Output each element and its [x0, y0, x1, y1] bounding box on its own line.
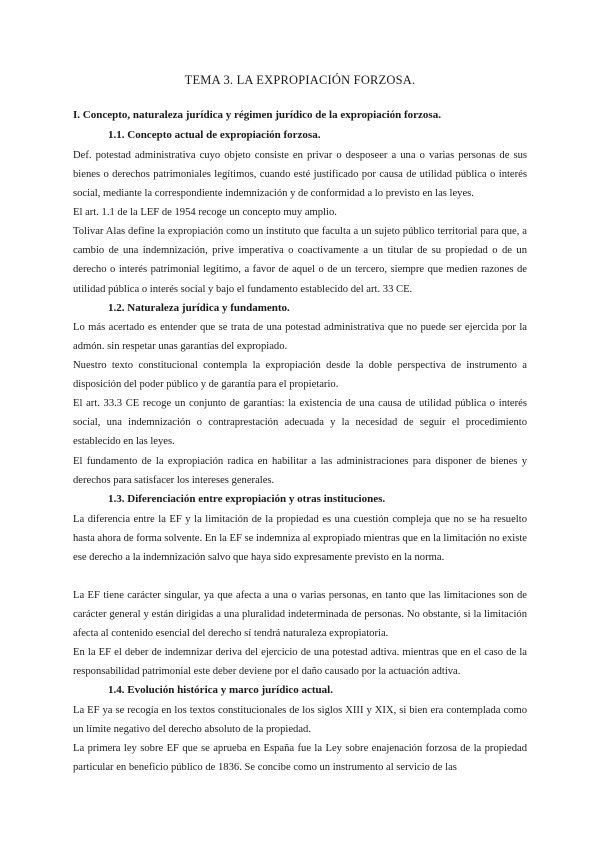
subsection-heading-1-1: 1.1. Concepto actual de expropiación forzosa. — [108, 129, 321, 141]
subsection-heading-1-3: 1.3. Diferenciación entre expropiación y otras instituciones. — [108, 493, 386, 505]
paragraph: Lo más acertado es entender que se trata de una potestad administrativa que no puede ser ejercida por la admón. sin respetar unas garantías del expropiado. — [73, 322, 527, 353]
section-heading-1: I. Concepto, naturaleza jurídica y régimen jurídico de la expropiación forzosa. — [73, 109, 441, 121]
paragraph: La primera ley sobre EF que se aprueba en España fue la Ley sobre enajenación forzosa de la propiedad particular en beneficio público de 1836. Se concibe como un instrumento al servicio de las — [73, 743, 527, 774]
page-title: TEMA 3. LA EXPROPIACIÓN FORZOSA. — [184, 73, 416, 87]
paragraph: En la EF el deber de indemnizar deriva del ejercicio de una potestad adtiva. mientras que en el caso de la responsabilidad patrimonial este deber deviene por el daño causado por la actuación adtiva. — [73, 647, 527, 678]
subsection-heading-1-4: 1.4. Evolución histórica y marco jurídico actual. — [108, 684, 333, 696]
paragraph: El art. 1.1 de la LEF de 1954 recoge un concepto muy amplio. — [73, 207, 337, 218]
paragraph: La EF ya se recogía en los textos constitucionales de los siglos XIII y XIX, si bien era contemplada como un límite negativo del derecho absoluto de la propiedad. — [73, 705, 527, 736]
paragraph: Def. potestad administrativa cuyo objeto consiste en privar o desposeer a una o varias personas de sus bienes o derechos patrimoniales legítimos, cuando esté justificado por causa de utilidad pública o interés social, mediante la correspondiente indemnización y de conformidad a lo previsto en las leyes. — [73, 150, 527, 200]
paragraph: El fundamento de la expropiación radica en habilitar a las administraciones para disponer de bienes y derechos para satisfacer los intereses generales. — [73, 456, 527, 487]
subsection-heading-1-2: 1.2. Naturaleza jurídica y fundamento. — [108, 302, 290, 314]
paragraph: Nuestro texto constitucional contempla la expropiación desde la doble perspectiva de instrumento a disposición del poder público y de garantía para el propietario. — [73, 360, 527, 391]
paragraph: El art. 33.3 CE recoge un conjunto de garantías: la existencia de una causa de utilidad pública o interés social, una indemnización o contraprestación adecuada y la necesidad de seguir el procedimiento establecido en las leyes. — [73, 398, 527, 448]
paragraph: La diferencia entre la EF y la limitación de la propiedad es una cuestión compleja que no se ha resuelto hasta ahora de forma solvente. En la EF se indemniza al expropiado mientras que en la limitación no existe ese derecho a la indemnización salvo que haya sido expresamente previsto en la norma. — [73, 514, 527, 564]
paragraph: La EF tiene carácter singular, ya que afecta a una o varias personas, en tanto que las limitaciones son de carácter general y están dirigidas a una pluralidad indeterminada de personas. No obstante, si la limitación afecta al contenido esencial del derecho sí tendrá naturaleza expropiatoria. — [73, 590, 527, 640]
paragraph: Tolivar Alas define la expropiación como un instituto que faculta a un sujeto público territorial para que, a cambio de una indemnización, prive imperativa o coactivamente a un titular de su propiedad o de un derecho o interés patrimonial legítimo, a favor de aquel o de un tercero, siempre que medien razones de utilidad pública o interés social y bajo el fundamento establecido del art. 33 CE. — [73, 226, 527, 295]
